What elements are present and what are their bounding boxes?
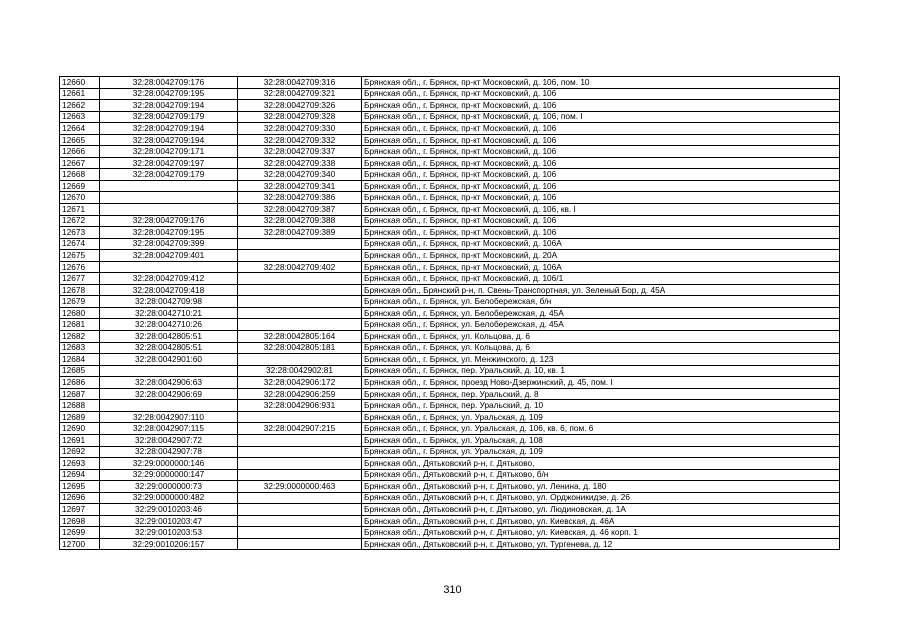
- object-cadastral-number-cell: 32:28:0042709:387: [238, 204, 362, 216]
- object-cadastral-number-cell: 32:29:0000000:463: [238, 481, 362, 493]
- row-number-cell: 12676: [60, 261, 100, 273]
- cadastral-number-cell: 32:28:0042805:51: [100, 342, 238, 354]
- table-row: [60, 215, 840, 227]
- cadastral-number-cell: 32:28:0042709:197: [100, 157, 238, 169]
- object-cadastral-number-cell: 32:28:0042709:386: [238, 192, 362, 204]
- table-row: [60, 157, 840, 169]
- address-cell: Брянская обл., г. Брянск, пр-кт Московский, д. 106, пом. 10: [362, 77, 840, 89]
- table-row: [60, 411, 840, 423]
- row-number-cell: 12664: [60, 123, 100, 135]
- table-row: [60, 423, 840, 435]
- row-number-cell: 12683: [60, 342, 100, 354]
- address-cell: Брянская обл., Дятьковский р-н, г. Дятьково, ул. Людиновская, д. 1А: [362, 504, 840, 516]
- row-number-cell: 12691: [60, 434, 100, 446]
- row-number-cell: 12693: [60, 458, 100, 470]
- address-cell: Брянская обл., Брянский р-н, п. Свень-Транспортная, ул. Зеленый Бор, д. 45А: [362, 284, 840, 296]
- object-cadastral-number-cell: [238, 307, 362, 319]
- cadastral-number-cell: 32:28:0042709:176: [100, 215, 238, 227]
- cadastral-number-cell: 32:28:0042901:60: [100, 354, 238, 366]
- address-cell: Брянская обл., г. Брянск, ул. Уральская, д. 109: [362, 446, 840, 458]
- object-cadastral-number-cell: 32:28:0042805:181: [238, 342, 362, 354]
- row-number-cell: 12665: [60, 134, 100, 146]
- address-cell: Брянская обл., г. Брянск, пр-кт Московский, д. 106: [362, 169, 840, 181]
- table-row: [60, 400, 840, 412]
- row-number-cell: 12690: [60, 423, 100, 435]
- cadastral-number-cell: [100, 400, 238, 412]
- object-cadastral-number-cell: [238, 492, 362, 504]
- object-cadastral-number-cell: 32:28:0042709:326: [238, 100, 362, 112]
- object-cadastral-number-cell: [238, 296, 362, 308]
- address-cell: Брянская обл., г. Брянск, пер. Уральский, д. 8: [362, 388, 840, 400]
- table-row: [60, 388, 840, 400]
- address-cell: Брянская обл., г. Брянск, ул. Уральская, д. 106, кв. 6, пом. 6: [362, 423, 840, 435]
- address-cell: Брянская обл., г. Брянск, пр-кт Московский, д. 106: [362, 100, 840, 112]
- cadastral-number-cell: 32:28:0042709:194: [100, 100, 238, 112]
- object-cadastral-number-cell: [238, 458, 362, 470]
- object-cadastral-number-cell: [238, 527, 362, 539]
- page-number: 310: [443, 584, 462, 596]
- table-row: [60, 296, 840, 308]
- address-cell: Брянская обл., г. Брянск, ул. Белобережская, д. 45А: [362, 307, 840, 319]
- address-cell: Брянская обл., Дятьковский р-н, г. Дятьково, ул. Орджоникидзе, д. 26: [362, 492, 840, 504]
- address-cell: Брянская обл., г. Брянск, ул. Кольцова, д. 6: [362, 342, 840, 354]
- row-number-cell: 12660: [60, 77, 100, 89]
- cadastral-number-cell: 32:28:0042907:72: [100, 434, 238, 446]
- address-cell: Брянская обл., Дятьковский р-н, г. Дятьково, б/н: [362, 469, 840, 481]
- cadastral-number-cell: [100, 365, 238, 377]
- cadastral-number-cell: 32:28:0042709:194: [100, 123, 238, 135]
- cadastral-number-cell: 32:28:0042907:115: [100, 423, 238, 435]
- cadastral-number-cell: [100, 204, 238, 216]
- cadastral-number-cell: 32:28:0042709:98: [100, 296, 238, 308]
- address-cell: Брянская обл., Дятьковский р-н, г. Дятьково,: [362, 458, 840, 470]
- cadastral-number-cell: 32:28:0042709:176: [100, 77, 238, 89]
- cadastral-number-cell: 32:28:0042709:195: [100, 227, 238, 239]
- address-cell: Брянская обл., г. Брянск, пер. Уральский, д. 10: [362, 400, 840, 412]
- cadastral-number-cell: 32:28:0042709:171: [100, 146, 238, 158]
- table-row: [60, 331, 840, 343]
- cadastral-number-cell: 32:28:0042907:78: [100, 446, 238, 458]
- table-row: [60, 204, 840, 216]
- cadastral-number-cell: 32:28:0042805:51: [100, 331, 238, 343]
- table-row: [60, 261, 840, 273]
- cadastral-number-cell: 32:28:0042709:194: [100, 134, 238, 146]
- cadastral-number-cell: 32:28:0042709:179: [100, 169, 238, 181]
- object-cadastral-number-cell: 32:28:0042709:341: [238, 180, 362, 192]
- table-row: [60, 111, 840, 123]
- address-cell: Брянская обл., г. Брянск, ул. Уральская, д. 109: [362, 411, 840, 423]
- address-cell: Брянская обл., г. Брянск, пр-кт Московский, д. 106: [362, 227, 840, 239]
- table-row: [60, 100, 840, 112]
- address-cell: Брянская обл., г. Брянск, пр-кт Московский, д. 106: [362, 180, 840, 192]
- row-number-cell: 12686: [60, 377, 100, 389]
- table-row: [60, 192, 840, 204]
- address-cell: Брянская обл., г. Брянск, пр-кт Московский, д. 106: [362, 157, 840, 169]
- table-row: [60, 227, 840, 239]
- cadastral-number-cell: 32:28:0042709:399: [100, 238, 238, 250]
- row-number-cell: 12666: [60, 146, 100, 158]
- address-cell: Брянская обл., г. Брянск, пр-кт Московский, д. 106: [362, 192, 840, 204]
- table-row: [60, 538, 840, 550]
- row-number-cell: 12696: [60, 492, 100, 504]
- row-number-cell: 12673: [60, 227, 100, 239]
- object-cadastral-number-cell: 32:28:0042907:215: [238, 423, 362, 435]
- cadastral-number-cell: [100, 261, 238, 273]
- row-number-cell: 12677: [60, 273, 100, 285]
- address-cell: Брянская обл., Дятьковский р-н, г. Дятьково, ул. Ленина, д. 180: [362, 481, 840, 493]
- row-number-cell: 12692: [60, 446, 100, 458]
- object-cadastral-number-cell: 32:28:0042709:340: [238, 169, 362, 181]
- table-row: [60, 146, 840, 158]
- cadastral-number-cell: [100, 192, 238, 204]
- table-row: [60, 446, 840, 458]
- address-cell: Брянская обл., Дятьковский р-н, г. Дятьково, ул. Киевская, д. 46 корп. 1: [362, 527, 840, 539]
- object-cadastral-number-cell: 32:28:0042902:81: [238, 365, 362, 377]
- object-cadastral-number-cell: [238, 434, 362, 446]
- object-cadastral-number-cell: 32:28:0042709:338: [238, 157, 362, 169]
- address-cell: Брянская обл., Дятьковский р-н, г. Дятьково, ул. Киевская, д. 46А: [362, 515, 840, 527]
- cadastral-number-cell: 32:29:0000000:146: [100, 458, 238, 470]
- address-cell: Брянская обл., г. Брянск, пр-кт Московский, д. 106А: [362, 238, 840, 250]
- object-cadastral-number-cell: [238, 515, 362, 527]
- cadastral-number-cell: 32:29:0010206:157: [100, 538, 238, 550]
- table-row: [60, 504, 840, 516]
- object-cadastral-number-cell: [238, 250, 362, 262]
- table-row: [60, 123, 840, 135]
- object-cadastral-number-cell: 32:28:0042709:316: [238, 77, 362, 89]
- row-number-cell: 12680: [60, 307, 100, 319]
- table-row: [60, 515, 840, 527]
- address-cell: Брянская обл., г. Брянск, ул. Уральская, д. 108: [362, 434, 840, 446]
- row-number-cell: 12668: [60, 169, 100, 181]
- cadastral-number-cell: 32:29:0000000:147: [100, 469, 238, 481]
- cadastral-number-cell: 32:28:0042710:21: [100, 307, 238, 319]
- table-row: [60, 481, 840, 493]
- object-cadastral-number-cell: 32:28:0042805:164: [238, 331, 362, 343]
- address-cell: Брянская обл., г. Брянск, пр-кт Московский, д. 106А: [362, 261, 840, 273]
- address-cell: Брянская обл., г. Брянск, ул. Менжинского, д. 123: [362, 354, 840, 366]
- object-cadastral-number-cell: 32:28:0042709:332: [238, 134, 362, 146]
- row-number-cell: 12675: [60, 250, 100, 262]
- row-number-cell: 12697: [60, 504, 100, 516]
- row-number-cell: 12667: [60, 157, 100, 169]
- table-row: [60, 458, 840, 470]
- cadastral-number-cell: 32:28:0042709:401: [100, 250, 238, 262]
- object-cadastral-number-cell: [238, 469, 362, 481]
- table-row: [60, 319, 840, 331]
- row-number-cell: 12679: [60, 296, 100, 308]
- address-cell: Брянская обл., г. Брянск, пр-кт Московский, д. 106, кв. I: [362, 204, 840, 216]
- address-cell: Брянская обл., Дятьковский р-н, г. Дятьково, ул. Тургенева, д. 12: [362, 538, 840, 550]
- row-number-cell: 12663: [60, 111, 100, 123]
- cadastral-number-cell: [100, 180, 238, 192]
- address-cell: Брянская обл., г. Брянск, пр-кт Московский, д. 106: [362, 215, 840, 227]
- address-cell: Брянская обл., г. Брянск, пр-кт Московский, д. 106/1: [362, 273, 840, 285]
- object-cadastral-number-cell: 32:28:0042709:402: [238, 261, 362, 273]
- table-row: [60, 238, 840, 250]
- registry-table: [59, 76, 840, 550]
- address-cell: Брянская обл., г. Брянск, проезд Ново-Дзержинский, д. 45, пом. I: [362, 377, 840, 389]
- row-number-cell: 12688: [60, 400, 100, 412]
- row-number-cell: 12698: [60, 515, 100, 527]
- cadastral-number-cell: 32:28:0042709:179: [100, 111, 238, 123]
- row-number-cell: 12678: [60, 284, 100, 296]
- object-cadastral-number-cell: [238, 238, 362, 250]
- row-number-cell: 12685: [60, 365, 100, 377]
- table-row: [60, 365, 840, 377]
- cadastral-number-cell: 32:29:0010203:53: [100, 527, 238, 539]
- cadastral-number-cell: 32:28:0042709:195: [100, 88, 238, 100]
- object-cadastral-number-cell: 32:28:0042709:330: [238, 123, 362, 135]
- row-number-cell: 12671: [60, 204, 100, 216]
- table-row: [60, 377, 840, 389]
- table-row: [60, 88, 840, 100]
- table-row: [60, 284, 840, 296]
- address-cell: Брянская обл., г. Брянск, пр-кт Московский, д. 106: [362, 88, 840, 100]
- object-cadastral-number-cell: 32:28:0042709:328: [238, 111, 362, 123]
- table-row: [60, 307, 840, 319]
- object-cadastral-number-cell: [238, 504, 362, 516]
- address-cell: Брянская обл., г. Брянск, пр-кт Московский, д. 20А: [362, 250, 840, 262]
- cadastral-number-cell: 32:28:0042709:418: [100, 284, 238, 296]
- address-cell: Брянская обл., г. Брянск, пр-кт Московский, д. 106, пом. I: [362, 111, 840, 123]
- object-cadastral-number-cell: 32:28:0042709:337: [238, 146, 362, 158]
- object-cadastral-number-cell: 32:28:0042906:259: [238, 388, 362, 400]
- object-cadastral-number-cell: [238, 319, 362, 331]
- cadastral-number-cell: 32:29:0010203:47: [100, 515, 238, 527]
- cadastral-number-cell: 32:29:0010203:46: [100, 504, 238, 516]
- cadastral-number-cell: 32:28:0042710:26: [100, 319, 238, 331]
- object-cadastral-number-cell: [238, 273, 362, 285]
- address-cell: Брянская обл., г. Брянск, пр-кт Московский, д. 106: [362, 146, 840, 158]
- table-row: [60, 134, 840, 146]
- cadastral-number-cell: 32:29:0000000:482: [100, 492, 238, 504]
- table-row: [60, 492, 840, 504]
- row-number-cell: 12684: [60, 354, 100, 366]
- row-number-cell: 12674: [60, 238, 100, 250]
- table-row: [60, 342, 840, 354]
- object-cadastral-number-cell: 32:28:0042709:388: [238, 215, 362, 227]
- table-row: [60, 169, 840, 181]
- row-number-cell: 12670: [60, 192, 100, 204]
- row-number-cell: 12662: [60, 100, 100, 112]
- cadastral-number-cell: 32:28:0042906:63: [100, 377, 238, 389]
- table-row: [60, 527, 840, 539]
- object-cadastral-number-cell: 32:28:0042906:172: [238, 377, 362, 389]
- object-cadastral-number-cell: [238, 538, 362, 550]
- object-cadastral-number-cell: [238, 354, 362, 366]
- address-cell: Брянская обл., г. Брянск, пр-кт Московский, д. 106: [362, 123, 840, 135]
- table-row: [60, 354, 840, 366]
- table-row: [60, 180, 840, 192]
- table-row: [60, 77, 840, 89]
- cadastral-number-cell: 32:28:0042907:110: [100, 411, 238, 423]
- address-cell: Брянская обл., г. Брянск, ул. Белобережская, б/н: [362, 296, 840, 308]
- object-cadastral-number-cell: [238, 446, 362, 458]
- table-row: [60, 469, 840, 481]
- object-cadastral-number-cell: 32:28:0042709:389: [238, 227, 362, 239]
- address-cell: Брянская обл., г. Брянск, пер. Уральский, д. 10, кв. 1: [362, 365, 840, 377]
- table-row: [60, 250, 840, 262]
- row-number-cell: 12695: [60, 481, 100, 493]
- address-cell: Брянская обл., г. Брянск, пр-кт Московский, д. 106: [362, 134, 840, 146]
- registry-table-body: [60, 77, 840, 550]
- row-number-cell: 12681: [60, 319, 100, 331]
- row-number-cell: 12682: [60, 331, 100, 343]
- table-row: [60, 434, 840, 446]
- cadastral-number-cell: 32:29:0000000:73: [100, 481, 238, 493]
- row-number-cell: 12689: [60, 411, 100, 423]
- row-number-cell: 12694: [60, 469, 100, 481]
- row-number-cell: 12700: [60, 538, 100, 550]
- table-row: [60, 273, 840, 285]
- cadastral-number-cell: 32:28:0042709:412: [100, 273, 238, 285]
- address-cell: Брянская обл., г. Брянск, ул. Белобережская, д. 45А: [362, 319, 840, 331]
- row-number-cell: 12661: [60, 88, 100, 100]
- object-cadastral-number-cell: [238, 284, 362, 296]
- object-cadastral-number-cell: 32:28:0042709:321: [238, 88, 362, 100]
- object-cadastral-number-cell: 32:28:0042906:931: [238, 400, 362, 412]
- row-number-cell: 12669: [60, 180, 100, 192]
- object-cadastral-number-cell: [238, 411, 362, 423]
- address-cell: Брянская обл., г. Брянск, ул. Кольцова, д. 6: [362, 331, 840, 343]
- row-number-cell: 12672: [60, 215, 100, 227]
- row-number-cell: 12699: [60, 527, 100, 539]
- row-number-cell: 12687: [60, 388, 100, 400]
- cadastral-number-cell: 32:28:0042906:69: [100, 388, 238, 400]
